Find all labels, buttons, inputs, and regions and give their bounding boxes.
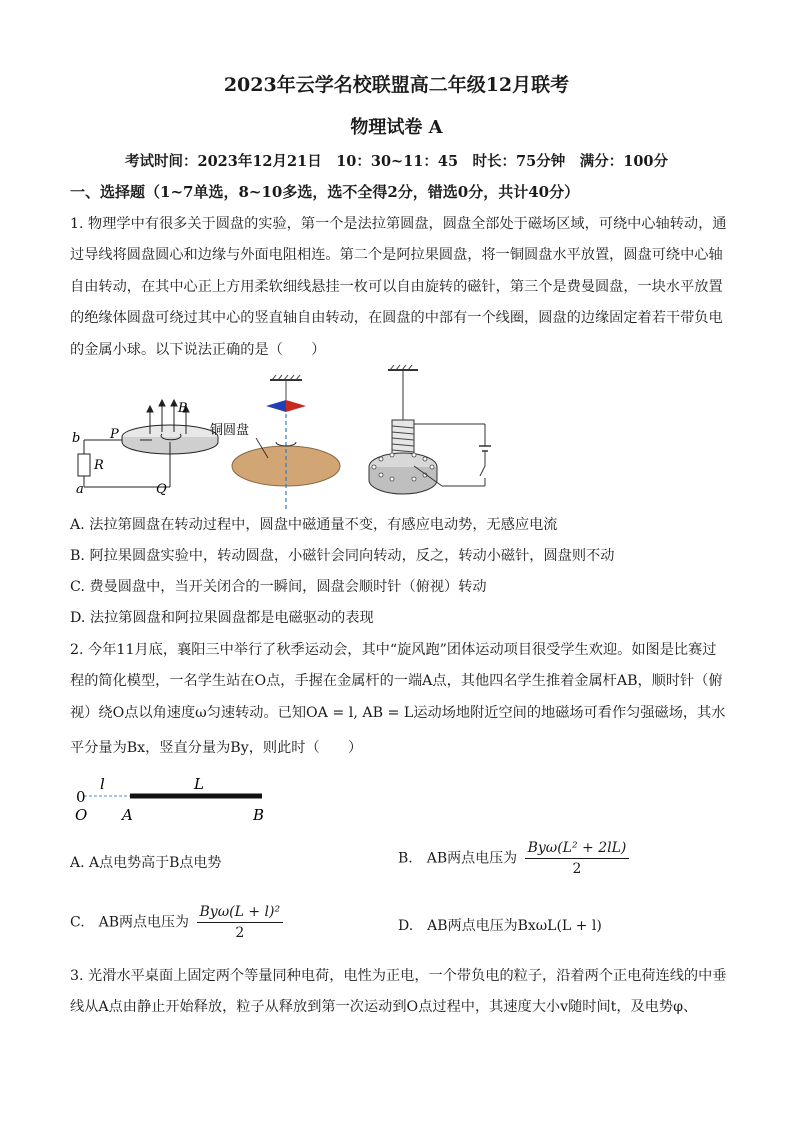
label-a: a (76, 482, 84, 497)
label-b: b (72, 431, 81, 446)
q2-option-b-fraction (525, 840, 630, 877)
q1-option-a: A. 法拉第圆盘在转动过程中，圆盘中磁通量不变，有感应电动势，无感应电流 (70, 517, 558, 533)
label-zero: 0 (76, 788, 86, 806)
q2-option-a: A. A点电势高于B点电势 (70, 855, 222, 871)
label-l: l (100, 775, 105, 793)
exam-title: 2023年云学名校联盟高二年级12月联考 (223, 74, 570, 96)
exam-info: 考试时间：2023年12月21日 10：30~11：45 时长：75分钟 满分：100分 (124, 153, 669, 170)
q2-option-c-denominator: 2 (235, 925, 245, 941)
q2-option-b-prefix: B. AB两点电压为 (398, 850, 518, 867)
q2-line-1: 2. 今年11月底，襄阳三中举行了秋季运动会，其中“旋风跑”团体运动项目很受学生欢迎。如图是比赛过 (70, 642, 717, 658)
label-P: P (110, 427, 119, 442)
q1-option-c: C. 费曼圆盘中，当开关闭合的一瞬间，圆盘会顺时针（俯视）转动 (70, 579, 487, 595)
q1-line-1: 1. 物理学中有很多关于圆盘的实验，第一个是法拉第圆盘，圆盘全部处于磁场区域，可绕中心轴转动，通 (70, 216, 727, 232)
q2-line-4: 平分量为Bx，竖直分量为By，则此时（ ） (70, 740, 363, 756)
label-O: O (75, 806, 88, 824)
q2-option-b-numerator: Byω(L² + 2lL) (525, 840, 630, 859)
label-L: L (194, 775, 204, 793)
label-Q: Q (156, 482, 167, 497)
q2-line-3: 视）绕O点以角速度ω匀速转动。已知OA = l, AB = L运动场地附近空间的地磁场可看作匀强磁场，其水 (70, 705, 726, 721)
section-heading: 一、选择题（1~7单选，8~10多选，选不全得2分，错选0分，共计40分） (70, 183, 580, 201)
q3-line-1: 3. 光滑水平桌面上固定两个等量同种电荷，电性为正电，一个带负电的粒子，沿着两个正电荷连线的中垂 (70, 968, 727, 984)
q2-rod-figure (70, 772, 280, 828)
q2-option-c-fraction (197, 904, 284, 941)
q1-line-3: 自由转动，在其中心正上方用柔软细线悬挂一枚可以自由旋转的磁针，第三个是费曼圆盘，一块水平放置 (70, 279, 723, 295)
q1-option-b: B. 阿拉果圆盘实验中，转动圆盘，小磁针会同向转动，反之，转动小磁针，圆盘则不动 (70, 548, 615, 564)
q3-line-2: 线从A点由静止开始释放，粒子从释放到第一次运动到O点过程中，其速度大小v随时间t，及电势φ、 (70, 999, 698, 1015)
q1-option-d: D. 法拉第圆盘和阿拉果圆盘都是电磁驱动的表现 (70, 610, 374, 626)
q2-option-d: D. AB两点电压为BxωL(L + l) (398, 918, 602, 934)
q1-line-5: 的金属小球。以下说法正确的是（ ） (70, 342, 326, 358)
q2-option-b-denominator: 2 (572, 861, 582, 877)
label-B-end: B (253, 806, 265, 824)
feynman-disk-diagram (369, 365, 491, 494)
exam-subtitle: 物理试卷 A (350, 117, 443, 138)
arago-disk-diagram (210, 375, 340, 512)
faraday-disk-diagram (72, 400, 218, 497)
label-copper-disk: 铜圆盘 (210, 423, 250, 438)
label-B: B (178, 401, 188, 416)
q2-option-c-numerator: Byω(L + l)² (197, 904, 284, 923)
label-R: R (94, 458, 104, 473)
q1-figure (70, 362, 520, 512)
q2-option-c (70, 904, 286, 941)
q1-line-4: 的绝缘体圆盘可绕过其中心的竖直轴自由转动，在圆盘的中部有一个线圈，圆盘的边缘固定着若干带负电 (70, 310, 723, 326)
q2-option-c-prefix: C. AB两点电压为 (70, 914, 190, 931)
q2-option-b (398, 840, 632, 877)
label-A: A (122, 806, 133, 824)
q1-line-2: 过导线将圆盘圆心和边缘与外面电阻相连。第二个是阿拉果圆盘，将一铜圆盘水平放置，圆盘可绕中心轴 (70, 247, 723, 263)
q2-line-2: 程的简化模型，一名学生站在O点，手握在金属杆的一端A点，其他四名学生推着金属杆AB，顺时针（俯 (70, 673, 723, 689)
